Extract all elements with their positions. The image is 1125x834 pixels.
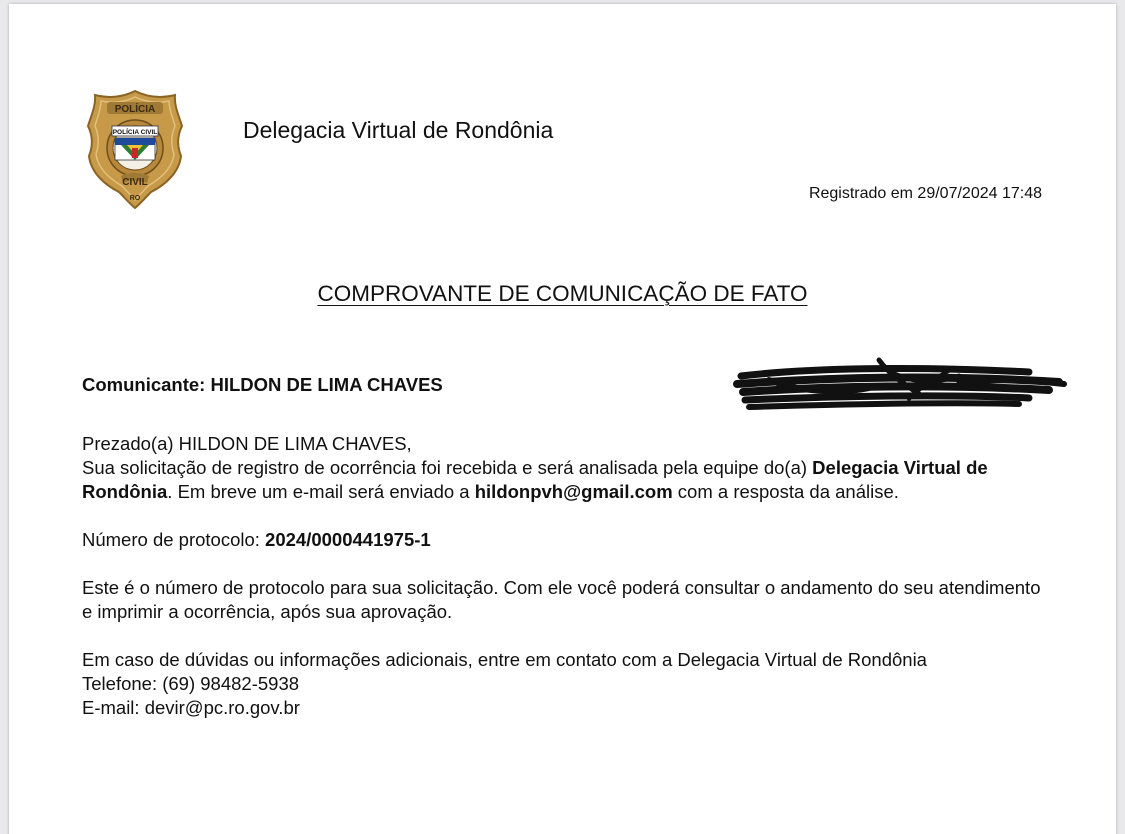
contact-intro: Em caso de dúvidas ou informações adicionais, entre em contato com a Delegacia Virtual de Rondônia	[82, 649, 927, 671]
protocol-number: 2024/0000441975-1	[265, 529, 431, 551]
comunicante-line: Comunicante: HILDON DE LIMA CHAVES	[82, 374, 443, 395]
message-org-name: Delegacia Virtual de Rondônia	[82, 457, 988, 503]
document-page	[9, 4, 1116, 834]
contact-email: E-mail: devir@pc.ro.gov.br	[82, 697, 300, 719]
svg-text:POLÍCIA: POLÍCIA	[114, 104, 156, 115]
organization-name: Delegacia Virtual de Rondônia	[243, 117, 554, 143]
greeting: Prezado(a) HILDON DE LIMA CHAVES,	[82, 433, 412, 454]
protocol-line: Número de protocolo: 2024/0000441975-1	[82, 529, 431, 551]
request-message: Sua solicitação de registro de ocorrência foi recebida e será analisada pela equipe do(a) Delegacia Virtual de Rondônia. Em breve um e-mail será enviado a hildonpvh@gmail.com com a resposta da análise.	[82, 457, 988, 503]
requester-email: hildonpvh@gmail.com	[474, 481, 673, 503]
document-title: COMPROVANTE DE COMUNICAÇÃO DE FATO	[317, 281, 808, 306]
message-body	[82, 432, 1052, 720]
svg-text:CIVIL: CIVIL	[122, 177, 148, 188]
redaction-scribble	[729, 354, 1069, 418]
registration-timestamp: Registrado em 29/07/2024 17:48	[808, 185, 1042, 202]
svg-text:POLÍCIA CIVIL: POLÍCIA CIVIL	[112, 129, 158, 136]
contact-phone: Telefone: (69) 98482-5938	[82, 673, 300, 695]
protocol-info: Este é o número de protocolo para sua solicitação. Com ele você poderá consultar o andamento do seu atendimento e imprimir a ocorrência, após sua aprovação.	[82, 577, 1041, 623]
police-badge-logo	[85, 88, 185, 212]
svg-text:RO: RO	[129, 195, 141, 202]
